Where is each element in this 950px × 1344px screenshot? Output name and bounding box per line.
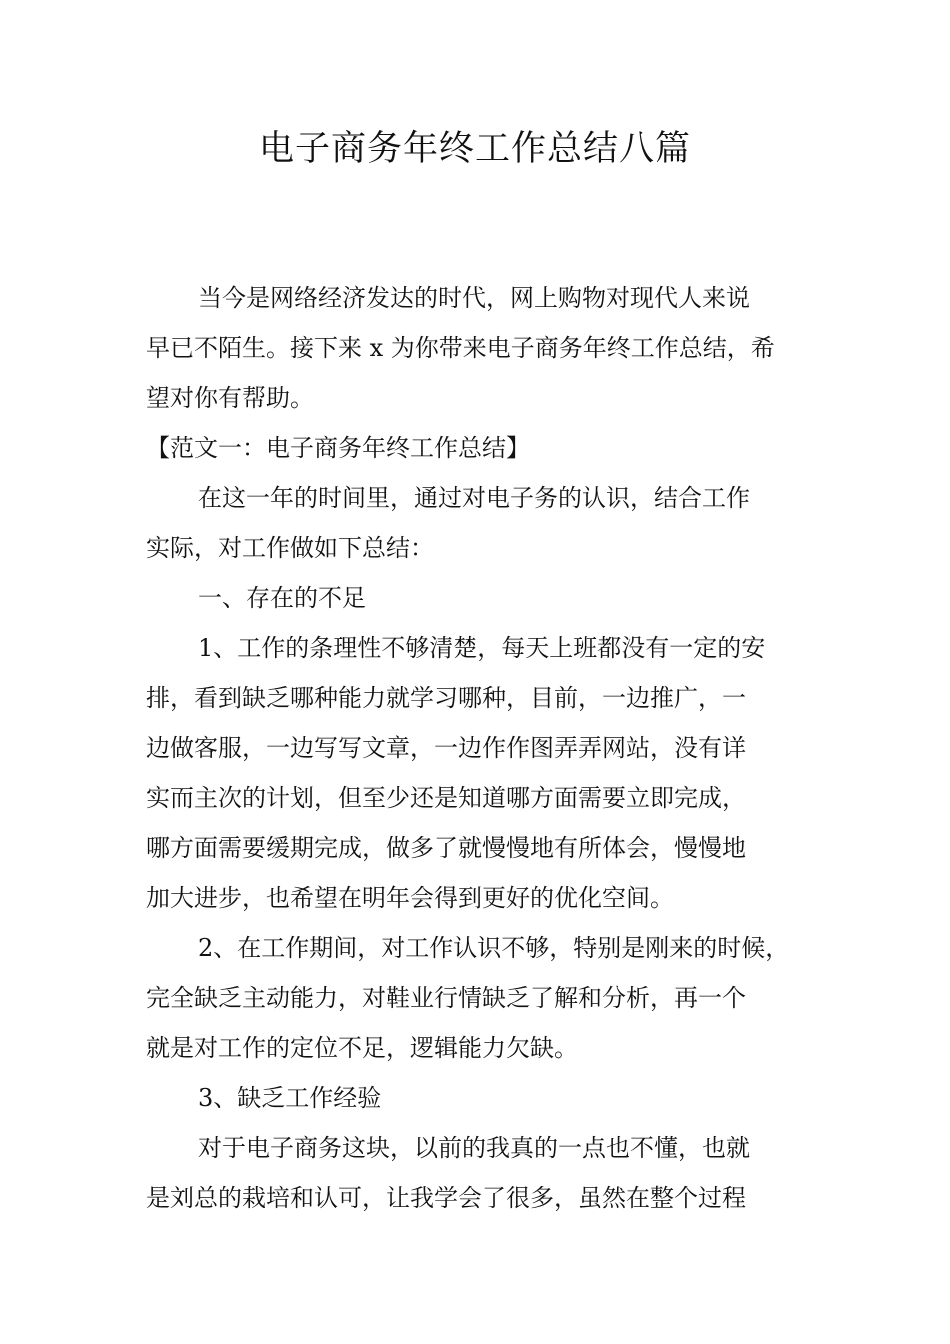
paragraph-line: 排，看到缺乏哪种能力就学习哪种，目前，一边推广，一 <box>146 684 746 712</box>
paragraph-line: 边做客服，一边写写文章，一边作作图弄弄网站，没有详 <box>146 734 746 762</box>
paragraph-line: 加大进步，也希望在明年会得到更好的优化空间。 <box>146 884 674 912</box>
paragraph-line: 当今是网络经济发达的时代，网上购物对现代人来说 <box>198 284 750 312</box>
paragraph-line: 早已不陌生。接下来 x 为你带来电子商务年终工作总结，希 <box>146 334 775 362</box>
document-body <box>146 273 811 1223</box>
subsection-heading: 一、存在的不足 <box>198 584 366 612</box>
paragraph-line: 1、工作的条理性不够清楚，每天上班都没有一定的安 <box>198 634 766 662</box>
paragraph-line: 望对你有帮助。 <box>146 384 314 412</box>
paragraph-line: 在这一年的时间里，通过对电子务的认识，结合工作 <box>198 484 750 512</box>
paragraph-line: 实际，对工作做如下总结： <box>146 534 434 562</box>
paragraph-line: 是刘总的栽培和认可，让我学会了很多，虽然在整个过程 <box>146 1184 746 1212</box>
document-title: 电子商务年终工作总结八篇 <box>258 129 691 169</box>
paragraph-line: 2、在工作期间，对工作认识不够，特别是刚来的时候， <box>198 934 790 962</box>
paragraph-line: 完全缺乏主动能力，对鞋业行情缺乏了解和分析，再一个 <box>146 984 746 1012</box>
paragraph-line: 哪方面需要缓期完成，做多了就慢慢地有所体会，慢慢地 <box>146 834 746 862</box>
section-heading: 【范文一：电子商务年终工作总结】 <box>146 434 530 462</box>
paragraph-line: 就是对工作的定位不足，逻辑能力欠缺。 <box>146 1034 578 1062</box>
subsection-heading: 3、缺乏工作经验 <box>198 1084 382 1112</box>
paragraph-line: 对于电子商务这块，以前的我真的一点也不懂，也就 <box>198 1134 750 1162</box>
paragraph-line: 实而主次的计划，但至少还是知道哪方面需要立即完成， <box>146 784 746 812</box>
